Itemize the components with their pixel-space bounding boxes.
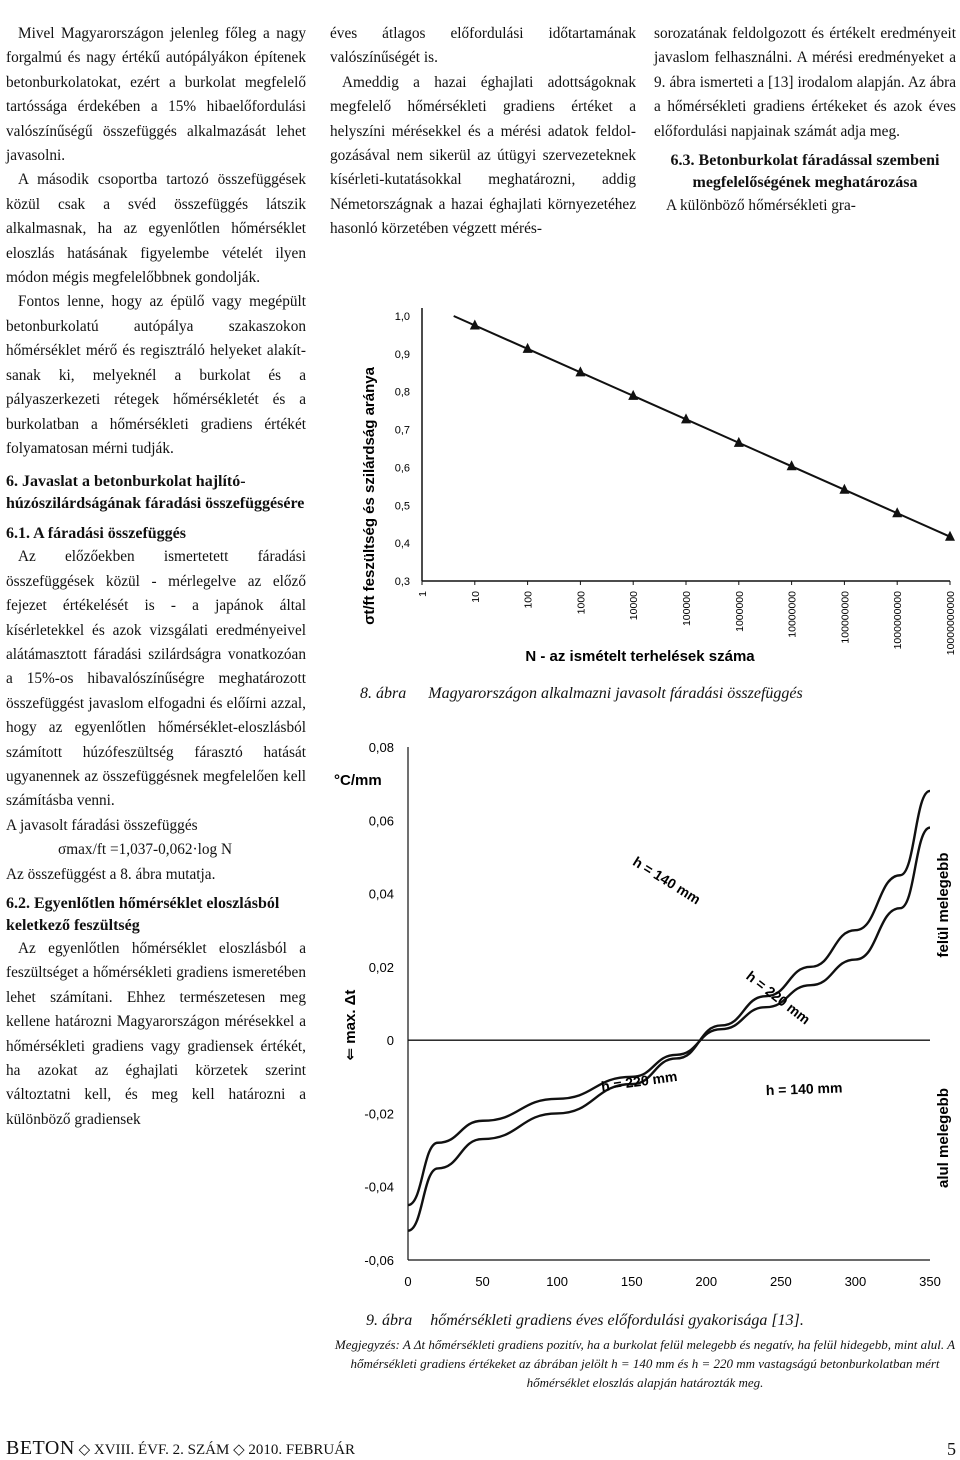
figure-8-y-tick-label: 0,3 <box>394 576 410 588</box>
figure-9-y-tick-label: -0,04 <box>364 1179 394 1195</box>
figure-8-x-tick-label: 100000000 <box>839 591 852 644</box>
paragraph: sorozatának feldolgozott és értékelt eredményeit javaslom felhasználni. A mérési eredményeket a 9. ábra ismerteti a [13] irodalom alapján. Az ábra a hőmérsékleti gradiens értékeket és azok éves előfordulási napjainak számát adja meg. <box>654 25 956 140</box>
figure-9-y-tick-label: 0,04 <box>368 886 394 902</box>
figure-8-x-tick-label: 10000000 <box>786 591 799 638</box>
figure-8-x-tick-label: 1000 <box>575 591 588 615</box>
figure-8-y-tick-label: 0,7 <box>394 424 410 437</box>
figure-9-caption <box>366 1312 804 1330</box>
figure-8-y-tick-label: 1,0 <box>394 311 410 323</box>
figure-9-curve-annotation: h = 140 mm <box>630 853 704 908</box>
paragraph: Az előzőekben ismertetett fáradási összefüggések közül - mérlegelve az előző fejezet értékelését is - a japánok által kísérletekkel és azok vizsgálati eredményeivel alátámasztott fáradási szilárdságra vonatkozóan a 15%-os hibavalószínűségre meghatározott összefüggést javaslom elfogadni és előírni azzal, hogy az egyenlőtlen hőmérséklet-eloszlásból számított húzófeszültség fárasztó hatását ugyanennek az összefüggésnek megfelelően kell számításba venni. <box>6 548 306 810</box>
figure-9-curve-annotation: h = 140 mm <box>765 1079 843 1099</box>
text-column-2 <box>330 22 636 242</box>
figure-8-y-tick-label: 0,8 <box>394 386 410 399</box>
figure-9-bottom-warmer-label: alul melegebb <box>935 1087 952 1189</box>
paragraph: Mivel Magyarországon jelenleg főleg a nagy forgalmú és nagy értékű autópályákon építenek betonburkolatokat, ezért a burkolat megfelelő tartóssága érdekében a 15% hibaelőfordulási valószínűségű összefüggés alkalmazását lehet javasolni. <box>6 25 306 165</box>
fatigue-formula: σmax/ft =1,037-0,062·log N <box>58 841 233 859</box>
figure-8-x-tick-label: 100 <box>522 591 535 609</box>
figure-8-number: 8. ábra <box>360 685 407 702</box>
figure-8-x-tick-label: 100000 <box>681 591 693 627</box>
figure-8-x-tick-label: 1000000 <box>733 591 746 632</box>
paragraph: A második csoportba tartozó összefüggések közül csak a svéd összefüggés látszik alkalmasnak, ha az egyenlőtlen hőmérséklet eloszlás hatásának figyelembe vételét ilyen módon mégis megfelelőbbnek gondolják. <box>6 171 306 287</box>
paragraph: Az összefüggést a 8. ábra mutatja. <box>6 865 216 883</box>
figure-9-curve-annotation: h = 220 mm <box>743 967 814 1028</box>
figure-8-x-tick-label: 10 <box>469 591 482 603</box>
figure-9-x-tick-label: 0 <box>404 1274 412 1289</box>
figure-9-x-tick-label: 50 <box>475 1274 490 1289</box>
section-heading-6: 6. Javaslat a betonburkolat hajlító-húzószilárdságának fáradási összefüggésére <box>6 473 305 513</box>
figure-9-x-tick-label: 300 <box>844 1274 867 1289</box>
paragraph: Ameddig a hazai éghajlati adottságoknak megfelelő hőmérsékleti gradiens értéket a helyszíni mérésekkel és a mérési adatok feldolgozásával nem sikerül az útügyi szervezeteknek kísérleti-kutatásokkal meghatározni, addig Németországnak a hazai éghajlati környezetéhez hasonló körzetében végzett mérés- <box>330 73 636 238</box>
figure-8-x-tick-label: 1000000000 <box>892 591 905 650</box>
figure-8-y-axis-label: σt/ft feszültség és szilárdság aránya <box>361 367 378 625</box>
figure-9-x-tick-label: 150 <box>620 1274 643 1289</box>
diamond-icon: ◇ <box>233 1442 249 1458</box>
section-heading-6-1: 6.1. A fáradási összefüggés <box>6 525 186 543</box>
section-heading-6-3: 6.3. Betonburkolat fáradással szembeni megfelelőségének meghatározása <box>670 152 940 192</box>
figure-9-y-tick-label: 0 <box>386 1033 394 1049</box>
figure-9-number: 9. ábra <box>366 1312 413 1329</box>
paragraph: éves átlagos előfordulási időtartamának valószínűségét is. <box>330 25 636 67</box>
text-column-1 <box>6 22 306 1132</box>
figure-9-curve-annotation: h = 220 mm <box>600 1067 679 1095</box>
figure-8-chart <box>330 296 960 680</box>
figure-9-x-tick-label: 200 <box>695 1274 718 1289</box>
paragraph: Az egyenlőtlen hőmérséklet eloszlásból a feszültséget a hőmérsékleti gradiens ismeretében lehet számítani. Ehhez természetesen meg kellene határozni Magyarországon mérésekkel a hőmérsékleti gradiens vagy gradiensek értékét, ha azokat az éghajlati körzetek szerint változtatni kell, és meg kell határozni a különböző gradiensek <box>6 940 306 1128</box>
figure-9-y-tick-label: 0,02 <box>368 959 394 975</box>
figure-9-y-tick-label: 0,06 <box>368 813 394 829</box>
figure-9-y-tick-label: -0,06 <box>364 1253 394 1268</box>
diamond-icon: ◇ <box>78 1442 94 1458</box>
issue-info: XVIII. ÉVF. 2. SZÁM <box>93 1442 230 1458</box>
figure-8-title: Magyarországon alkalmazni javasolt fáradási összefüggés <box>428 685 803 702</box>
page-number: 5 <box>947 1439 956 1459</box>
figure-9-x-tick-label: 250 <box>770 1274 792 1289</box>
figure-9-y-tick-label: -0,02 <box>364 1106 394 1122</box>
figure-9-y-tick-label: 0,08 <box>368 740 394 755</box>
page-footer <box>6 1437 956 1460</box>
figure-8-caption <box>360 685 803 703</box>
issue-date: 2010. FEBRUÁR <box>248 1442 356 1458</box>
figure-8-x-tick-label: 10000000000 <box>945 591 957 656</box>
figure-8-y-tick-label: 0,5 <box>394 500 410 513</box>
figure-8-y-tick-label: 0,4 <box>394 538 410 551</box>
figure-9-curve-h140 <box>408 791 930 1231</box>
figure-9-note: Megjegyzés: A Δt hőmérsékleti gradiens pozitív, ha a burkolat felül melegebb és negatív, ha felül hidegebb, mint alul. A hőmérsékleti gradiens értékeket az ábrában jelölt h = 140 mm és h = 220 mm vastagságú betonburkolatban mért hőmérséklet eloszlás alapján határozták meg. <box>334 1337 956 1390</box>
journal-name: BETON <box>6 1437 75 1459</box>
figure-8-x-tick-label: 1 <box>417 591 429 597</box>
paragraph: A különböző hőmérsékleti gra- <box>666 197 856 215</box>
figure-8-y-tick-label: 0,6 <box>394 462 410 475</box>
figure-9-x-tick-label: 350 <box>919 1274 941 1289</box>
figure-8-x-tick-label: 10000 <box>628 591 641 621</box>
figure-8-y-tick-label: 0,9 <box>394 348 410 361</box>
text-column-3 <box>654 22 956 218</box>
figure-9-title: hőmérsékleti gradiens éves előfordulási gyakorisága [13]. <box>430 1312 804 1329</box>
figure-9-x-tick-label: 100 <box>546 1274 568 1289</box>
figure-8-x-axis-label: N - az ismételt terhelések száma <box>525 648 755 665</box>
paragraph: Fontos lenne, hogy az épülő vagy megépült betonburkolatú autópálya szakaszokon hőmérséklet mérő és regisztráló helyeket alakítsanak ki, melyeknél a burkolat és a pályaszerkezeti rétegek hőmérsékletét és a burkolatban a hőmérsékleti gradiens értékét folyamatosan mérni tudják. <box>6 293 306 457</box>
figure-9-chart <box>330 725 960 1300</box>
section-heading-6-2: 6.2. Egyenlőtlen hőmérséklet eloszlásból keletkező feszültség <box>6 895 280 934</box>
figure-9-y-unit: °C/mm <box>334 772 382 789</box>
figure-9-y-axis-label: ⇐ max. Δt <box>342 989 359 1061</box>
paragraph: A javasolt fáradási összefüggés <box>6 816 198 834</box>
figure-9-top-warmer-label: felül melegebb <box>935 852 952 958</box>
